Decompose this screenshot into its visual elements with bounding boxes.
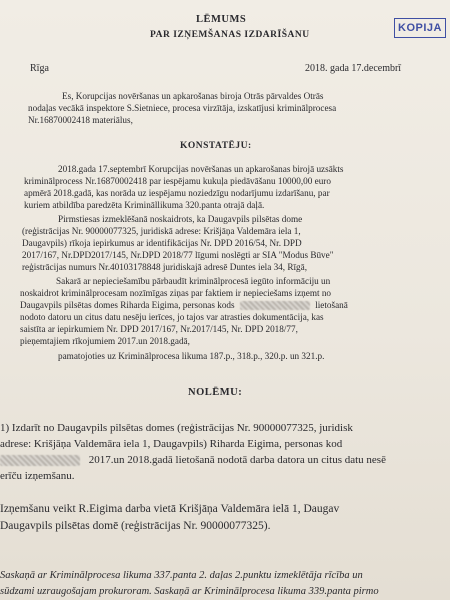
decision-text: 2017.un 2018.gadā lietošanā nodotā darba datora un citus datu nesē: [88, 454, 386, 466]
footer-line: Saskaņā ar Kriminālprocesa likuma 337.panta 2. daļas 2.punktu izmeklētāja rīcība un: [0, 570, 363, 581]
paragraph-text: lietošanā: [315, 300, 348, 310]
copy-stamp: KOPIJA: [394, 18, 446, 38]
paragraph-line: saistīta ar iepirkumiem Nr. DPD 2017/167, Nr.2017/145, Nr. DPD 2018/77,: [20, 324, 298, 334]
paragraph-text: Daugavpils pilsētas domes Riharda Eigima, personas kods: [20, 300, 235, 310]
paragraph-line: pieņemtajiem rīkojumiem 2017.un 2018.gadā,: [20, 336, 190, 346]
decision-line: 1) Izdarīt no Daugavpils pilsētas domes (reģistrācijas Nr. 90000077325, juridisk: [0, 422, 353, 434]
paragraph-line: (reģistrācijas Nr. 90000077325, juridiskā adrese: Krišjāņa Valdemāra iela 1,: [22, 226, 301, 236]
paragraph-line: kriminālprocess Nr.16870002418 par iespējamu kukuļa piedāvāšanu 10000,00 euro: [24, 176, 331, 186]
redaction-blur: [240, 301, 310, 310]
footer-line: sūdzami uzraugošajam prokuroram. Saskaņā ar Kriminālprocesa likuma 339.panta pirmo: [0, 586, 379, 597]
paragraph-line: 2017/167, Nr.DPD2017/145, Nr.DPD 2018/77 līgumi noslēgti ar SIA "Modus Būve": [22, 250, 334, 260]
decision-line: Izņemšanu veikt R.Eigima darba vietā Krišjāņa Valdemāra ielā 1, Daugav: [0, 503, 340, 515]
document-date: 2018. gada 17.decembrī: [305, 63, 402, 74]
decision-line-redacted: [0, 453, 386, 467]
redaction-blur: [0, 455, 80, 466]
paragraph-line: Pirmstiesas izmeklēšanā noskaidrots, ka Daugavpils pilsētas dome: [58, 214, 303, 224]
paragraph-line: 2018.gada 17.septembrī Korupcijas novēršanas un apkarošanas birojā uzsākts: [58, 164, 344, 174]
nolemu-heading: NOLĒMU:: [188, 387, 243, 398]
decision-line: adrese: Krišjāņa Valdemāra iela 1, Daugavpils) Riharda Eigima, personas kod: [0, 438, 343, 450]
konstateju-heading: KONSTATĒJU:: [180, 141, 252, 151]
paragraph-line: kuriem atbildība paredzēta Krimināllikuma 320.panta otrajā daļā.: [24, 200, 265, 210]
paragraph-line: reģistrācijas numurs Nr.40103178848 juridiskajā adresē Duntes iela 34, Rīgā,: [22, 262, 308, 272]
legal-basis: pamatojoties uz Kriminālprocesa likuma 187.p., 318.p., 320.p. un 321.p.: [58, 351, 325, 361]
intro-line: Nr.16870002418 materiālus,: [28, 115, 133, 125]
paragraph-line: apmērā 2018.gadā, kas norāda uz iespējamu noziedzīgu nodarījumu izdarīšanu, par: [24, 188, 330, 198]
paragraph-line-redacted: [20, 300, 348, 311]
intro-line: Es, Korupcijas novēršanas un apkarošanas biroja Otrās pārvaldes Otrās: [62, 91, 324, 101]
decision-line: Daugavpils pilsētas domē (reģistrācijas Nr. 90000077325).: [0, 520, 271, 532]
intro-line: nodaļas vecākā inspektore S.Sietniece, procesa virzītāja, izskatījusi kriminālprocesa: [28, 103, 337, 113]
paragraph-line: Sakarā ar nepieciešamību pārbaudīt kriminālprocesā iegūto informāciju un: [56, 276, 331, 286]
decision-line: erīču izņemšanu.: [0, 470, 75, 482]
place: Rīga: [30, 63, 49, 74]
paragraph-line: nodoto datoru un citus datu nesēju ierīces, jo tajos var atrasties dokumentācija, kas: [20, 312, 324, 322]
paragraph-line: Daugavpils) rīkoja iepirkumus ar identifikācijas Nr. DPD 2016/54, Nr. DPD: [22, 238, 302, 248]
document-subtitle: PAR IZŅEMŠANAS IZDARĪŠANU: [150, 30, 310, 40]
document-title: LĒMUMS: [196, 14, 247, 25]
paragraph-line: noskaidrot kriminālprocesam nozīmīgas ziņas par faktiem ir nepieciešams izņemt no: [20, 288, 332, 298]
